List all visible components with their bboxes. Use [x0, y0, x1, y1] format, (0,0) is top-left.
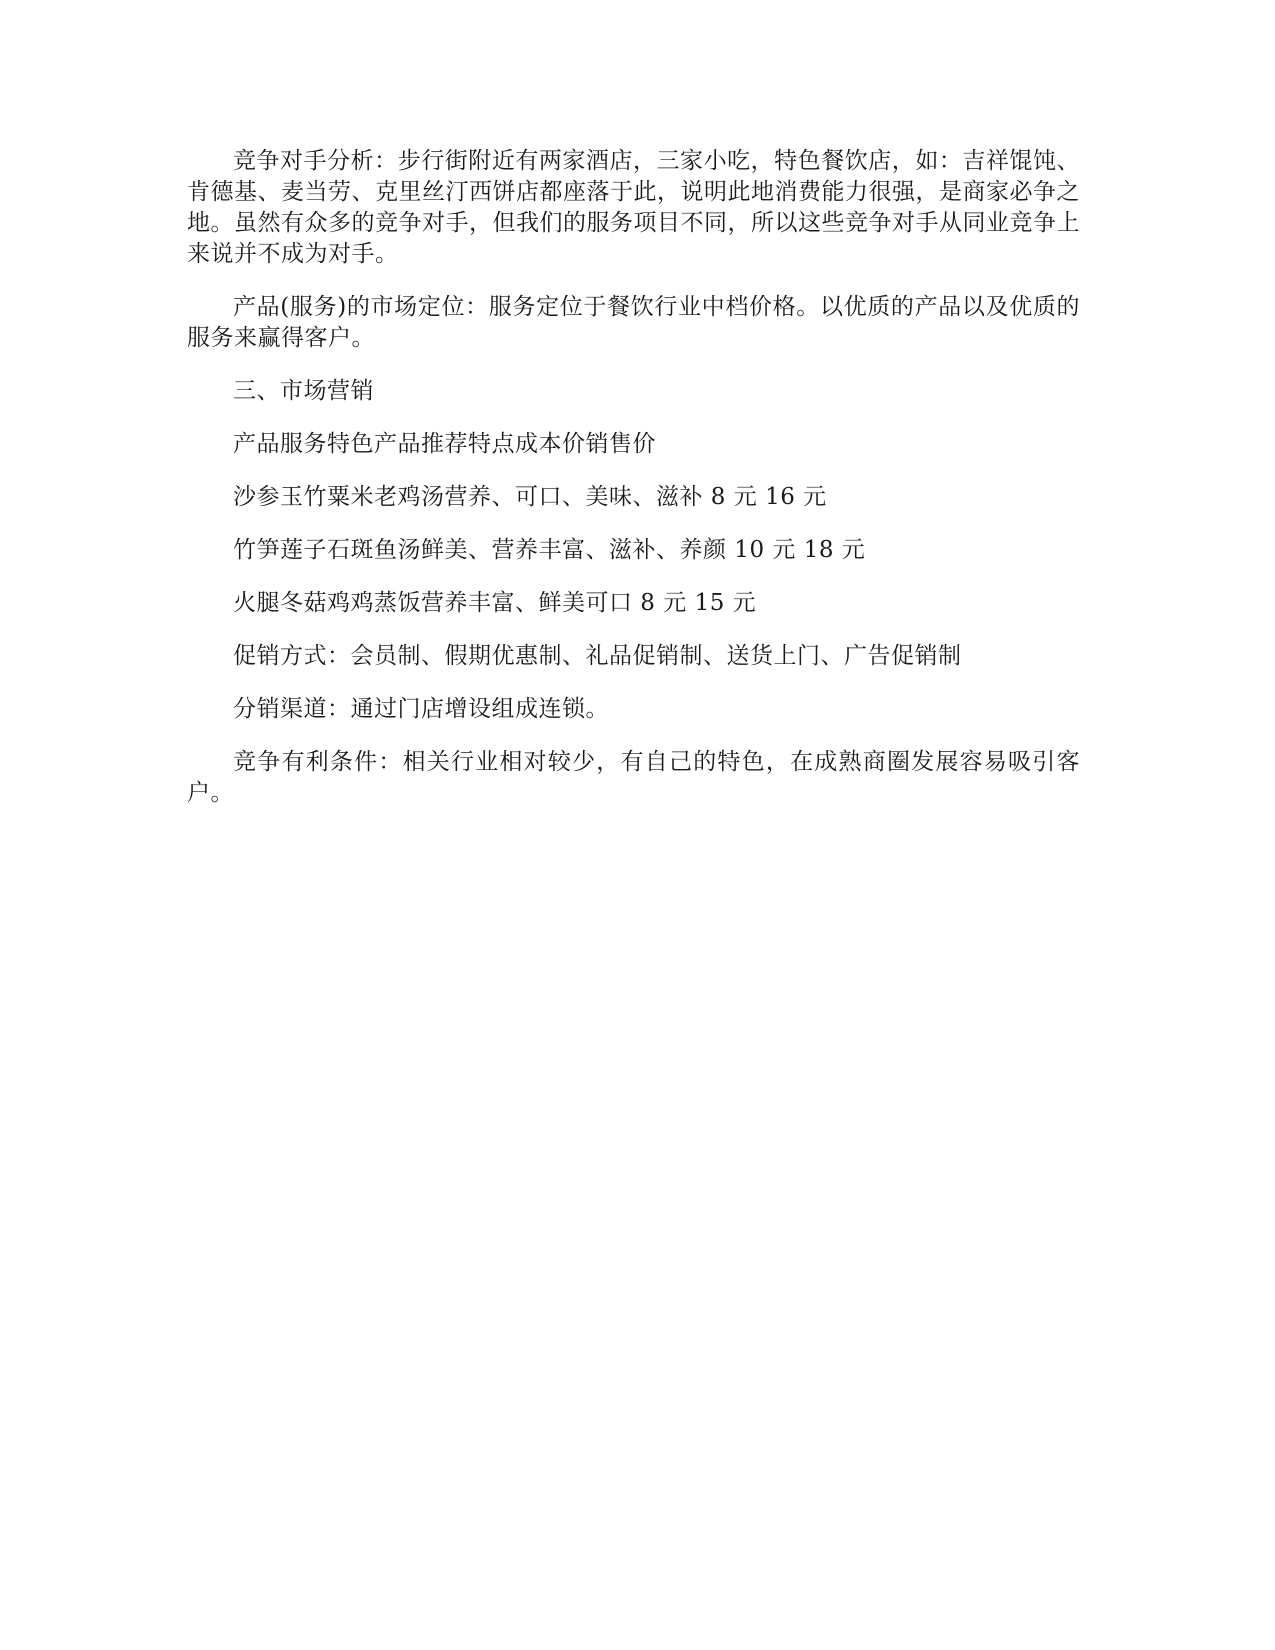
- paragraph-market-positioning: 产品(服务)的市场定位：服务定位于餐饮行业中档价格。以优质的产品以及优质的服务来赢得客户。: [187, 294, 1080, 351]
- paragraph-promotion: 促销方式：会员制、假期优惠制、礼品促销制、送货上门、广告促销制: [233, 643, 962, 669]
- paragraph-product-3: 火腿冬菇鸡鸡蒸饭营养丰富、鲜美可口 8 元 15 元: [233, 590, 757, 616]
- paragraph-distribution: 分销渠道：通过门店增设组成连锁。: [233, 696, 609, 722]
- paragraph-advantages: 竞争有利条件：相关行业相对较少，有自己的特色，在成熟商圈发展容易吸引客户。: [187, 749, 1080, 806]
- document-body: [187, 146, 1080, 831]
- paragraph-competitor-analysis: 竞争对手分析：步行街附近有两家酒店，三家小吃，特色餐饮店，如：吉祥馄饨、肯德基、麦当劳、克里丝汀西饼店都座落于此，说明此地消费能力很强，是商家必争之地。虽然有众多的竞争对手，但我们的服务项目不同，所以这些竞争对手从同业竞争上来说并不成为对手。: [187, 148, 1080, 267]
- paragraph-product-2: 竹笋莲子石斑鱼汤鲜美、营养丰富、滋补、养颜 10 元 18 元: [233, 537, 866, 563]
- section-heading-marketing: 三、市场营销: [233, 378, 374, 404]
- paragraph-product-1: 沙参玉竹粟米老鸡汤营养、可口、美味、滋补 8 元 16 元: [233, 484, 827, 510]
- paragraph-product-header: 产品服务特色产品推荐特点成本价销售价: [233, 431, 656, 457]
